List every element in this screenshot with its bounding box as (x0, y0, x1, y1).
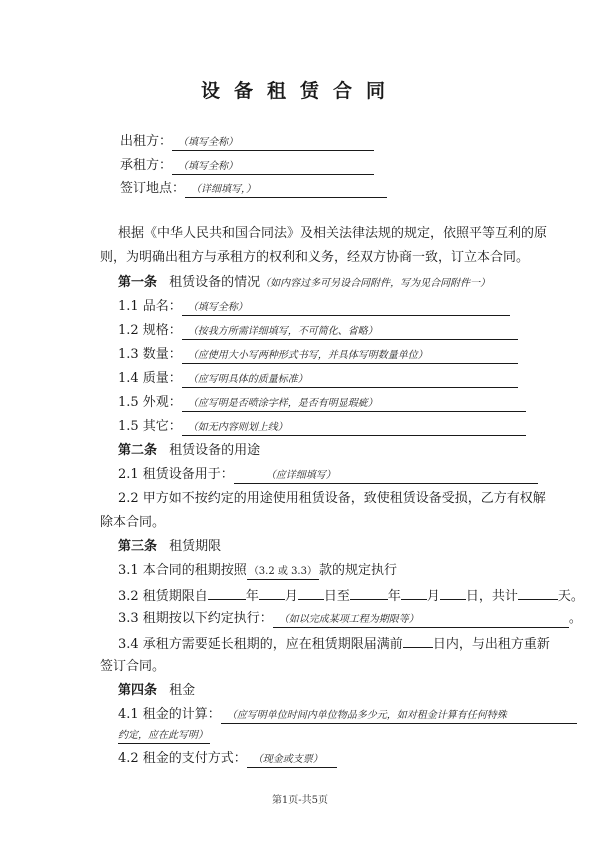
article-3-1-field[interactable]: （3.2 或 3.3） (247, 565, 319, 580)
article-2-number: 第二条 (118, 443, 158, 458)
item-qty-field[interactable]: （应使用大小写两种形式书写，并具体写明数量单位） (182, 349, 518, 364)
lessee-label: 承租方： (120, 158, 173, 173)
article-1-note: （如内容过多可另设合同附件，写为见合同附件一） (260, 278, 491, 289)
place-line (120, 180, 387, 198)
start-month-unit: 月 (284, 589, 298, 604)
item-look-field[interactable]: （应写明是否喷涂字样，是否有明显瑕疵） (182, 397, 526, 412)
item-name-field[interactable]: （填写全称） (182, 301, 510, 316)
end-month-unit: 月 (426, 589, 440, 604)
rent-calc-field-continued[interactable]: 约定，应在此写明） (118, 729, 210, 744)
item-name-label: 1.1 品名： (118, 299, 182, 314)
item-look-label: 1.5 外观： (118, 395, 182, 410)
rent-pay-label: 4.2 租金的支付方式： (118, 751, 247, 766)
total-days-unit: 天。 (557, 589, 584, 604)
rent-pay-field[interactable]: （现金或支票） (247, 753, 337, 768)
article-1-heading (118, 274, 490, 293)
rent-calc-line (118, 706, 577, 724)
rent-calc-field[interactable]: （应写明单位时间内单位物品多少元，如对租金计算有任何特殊 (221, 709, 577, 724)
place-label: 签订地点： (120, 181, 186, 196)
article-4-title: 租金 (169, 683, 196, 698)
article-4-heading (118, 682, 195, 700)
extension-days-field[interactable] (403, 634, 433, 648)
article-3-4-line-2: 签订合同。 (100, 659, 166, 674)
article-2-2-line-2: 除本合同。 (100, 515, 166, 530)
end-year-field[interactable] (350, 586, 388, 600)
intro-line-1: 根据《中华人民共和国合同法》及相关法律法规的规定，依照平等互利的原 (118, 226, 548, 241)
page-footer: 第1页-共5页 (271, 795, 329, 806)
start-month-field[interactable] (259, 586, 285, 600)
article-3-1-prefix: 3.1 本合同的租期按照 (118, 563, 247, 578)
article-2-2-line-1: 2.2 甲方如不按约定的用途使用租赁设备，致使租赁设备受损，乙方有权解 (118, 491, 546, 506)
end-day-unit: 日，共计 (465, 589, 518, 604)
item-quality-line (118, 370, 518, 388)
lessee-field[interactable]: （填写全称） (172, 160, 374, 175)
lessor-field[interactable]: （填写全称） (172, 136, 374, 151)
start-day-unit: 日至 (323, 589, 350, 604)
total-days-field[interactable] (518, 586, 558, 600)
item-quality-field[interactable]: （应写明具体的质量标准） (182, 373, 518, 388)
item-qty-label: 1.3 数量： (118, 347, 182, 362)
article-2-title: 租赁设备的用途 (169, 443, 261, 458)
article-1-title: 租赁设备的情况 (169, 275, 261, 290)
item-other-line (118, 418, 526, 436)
item-quality-label: 1.4 质量： (118, 371, 182, 386)
document-title: 设备租赁合同 (200, 80, 399, 102)
article-3-1-line (118, 562, 397, 580)
lessor-line (120, 133, 374, 151)
item-look-line (118, 394, 526, 412)
article-3-4-suffix: 日内，与出租方重新 (432, 637, 550, 652)
article-3-title: 租赁期限 (169, 539, 222, 554)
article-3-number: 第三条 (118, 539, 158, 554)
article-3-3-label: 3.3 租期按以下约定执行： (118, 611, 273, 626)
article-4-number: 第四条 (118, 683, 158, 698)
item-other-field[interactable]: （如无内容则划上线） (182, 421, 526, 436)
place-field[interactable]: （详细填写，） (185, 183, 387, 198)
start-year-field[interactable] (208, 586, 246, 600)
article-3-3-field[interactable]: （如以完成某项工程为期限等） (273, 613, 569, 628)
intro-line-2: 则，为明确出租方与承租方的权利和义务，经双方协商一致，订立本合同。 (100, 250, 530, 265)
item-spec-line (118, 322, 518, 340)
item-qty-line (118, 346, 518, 364)
item-spec-field[interactable]: （按我方所需详细填写，不可简化、省略） (182, 325, 518, 340)
article-3-3-end: 。 (568, 611, 582, 626)
start-day-field[interactable] (298, 586, 324, 600)
end-month-field[interactable] (401, 586, 427, 600)
lessor-label: 出租方： (120, 134, 173, 149)
period-prefix: 3.2 租赁期限自 (118, 589, 208, 604)
article-3-4-prefix: 3.4 承租方需要延长租期的，应在租赁期限届满前 (118, 637, 403, 652)
article-3-3-line (118, 610, 582, 628)
rent-calc-line-2 (118, 726, 210, 744)
article-3-1-suffix: 款的规定执行 (318, 563, 397, 578)
article-3-2-line (118, 586, 584, 606)
lessee-line (120, 157, 374, 175)
article-2-heading (118, 442, 260, 460)
use-line (118, 466, 538, 484)
end-year-unit: 年 (387, 589, 401, 604)
use-label: 2.1 租赁设备用于： (118, 467, 234, 482)
end-day-field[interactable] (440, 586, 466, 600)
article-3-4-line-1 (118, 634, 550, 654)
article-1-number: 第一条 (118, 275, 158, 290)
article-3-heading (118, 538, 221, 556)
use-field[interactable]: （应详细填写） (234, 469, 538, 484)
item-spec-label: 1.2 规格： (118, 323, 182, 338)
rent-calc-label: 4.1 租金的计算： (118, 707, 221, 722)
rent-pay-line (118, 750, 337, 768)
item-other-label: 1.5 其它： (118, 419, 182, 434)
item-name-line (118, 298, 510, 316)
start-year-unit: 年 (245, 589, 259, 604)
